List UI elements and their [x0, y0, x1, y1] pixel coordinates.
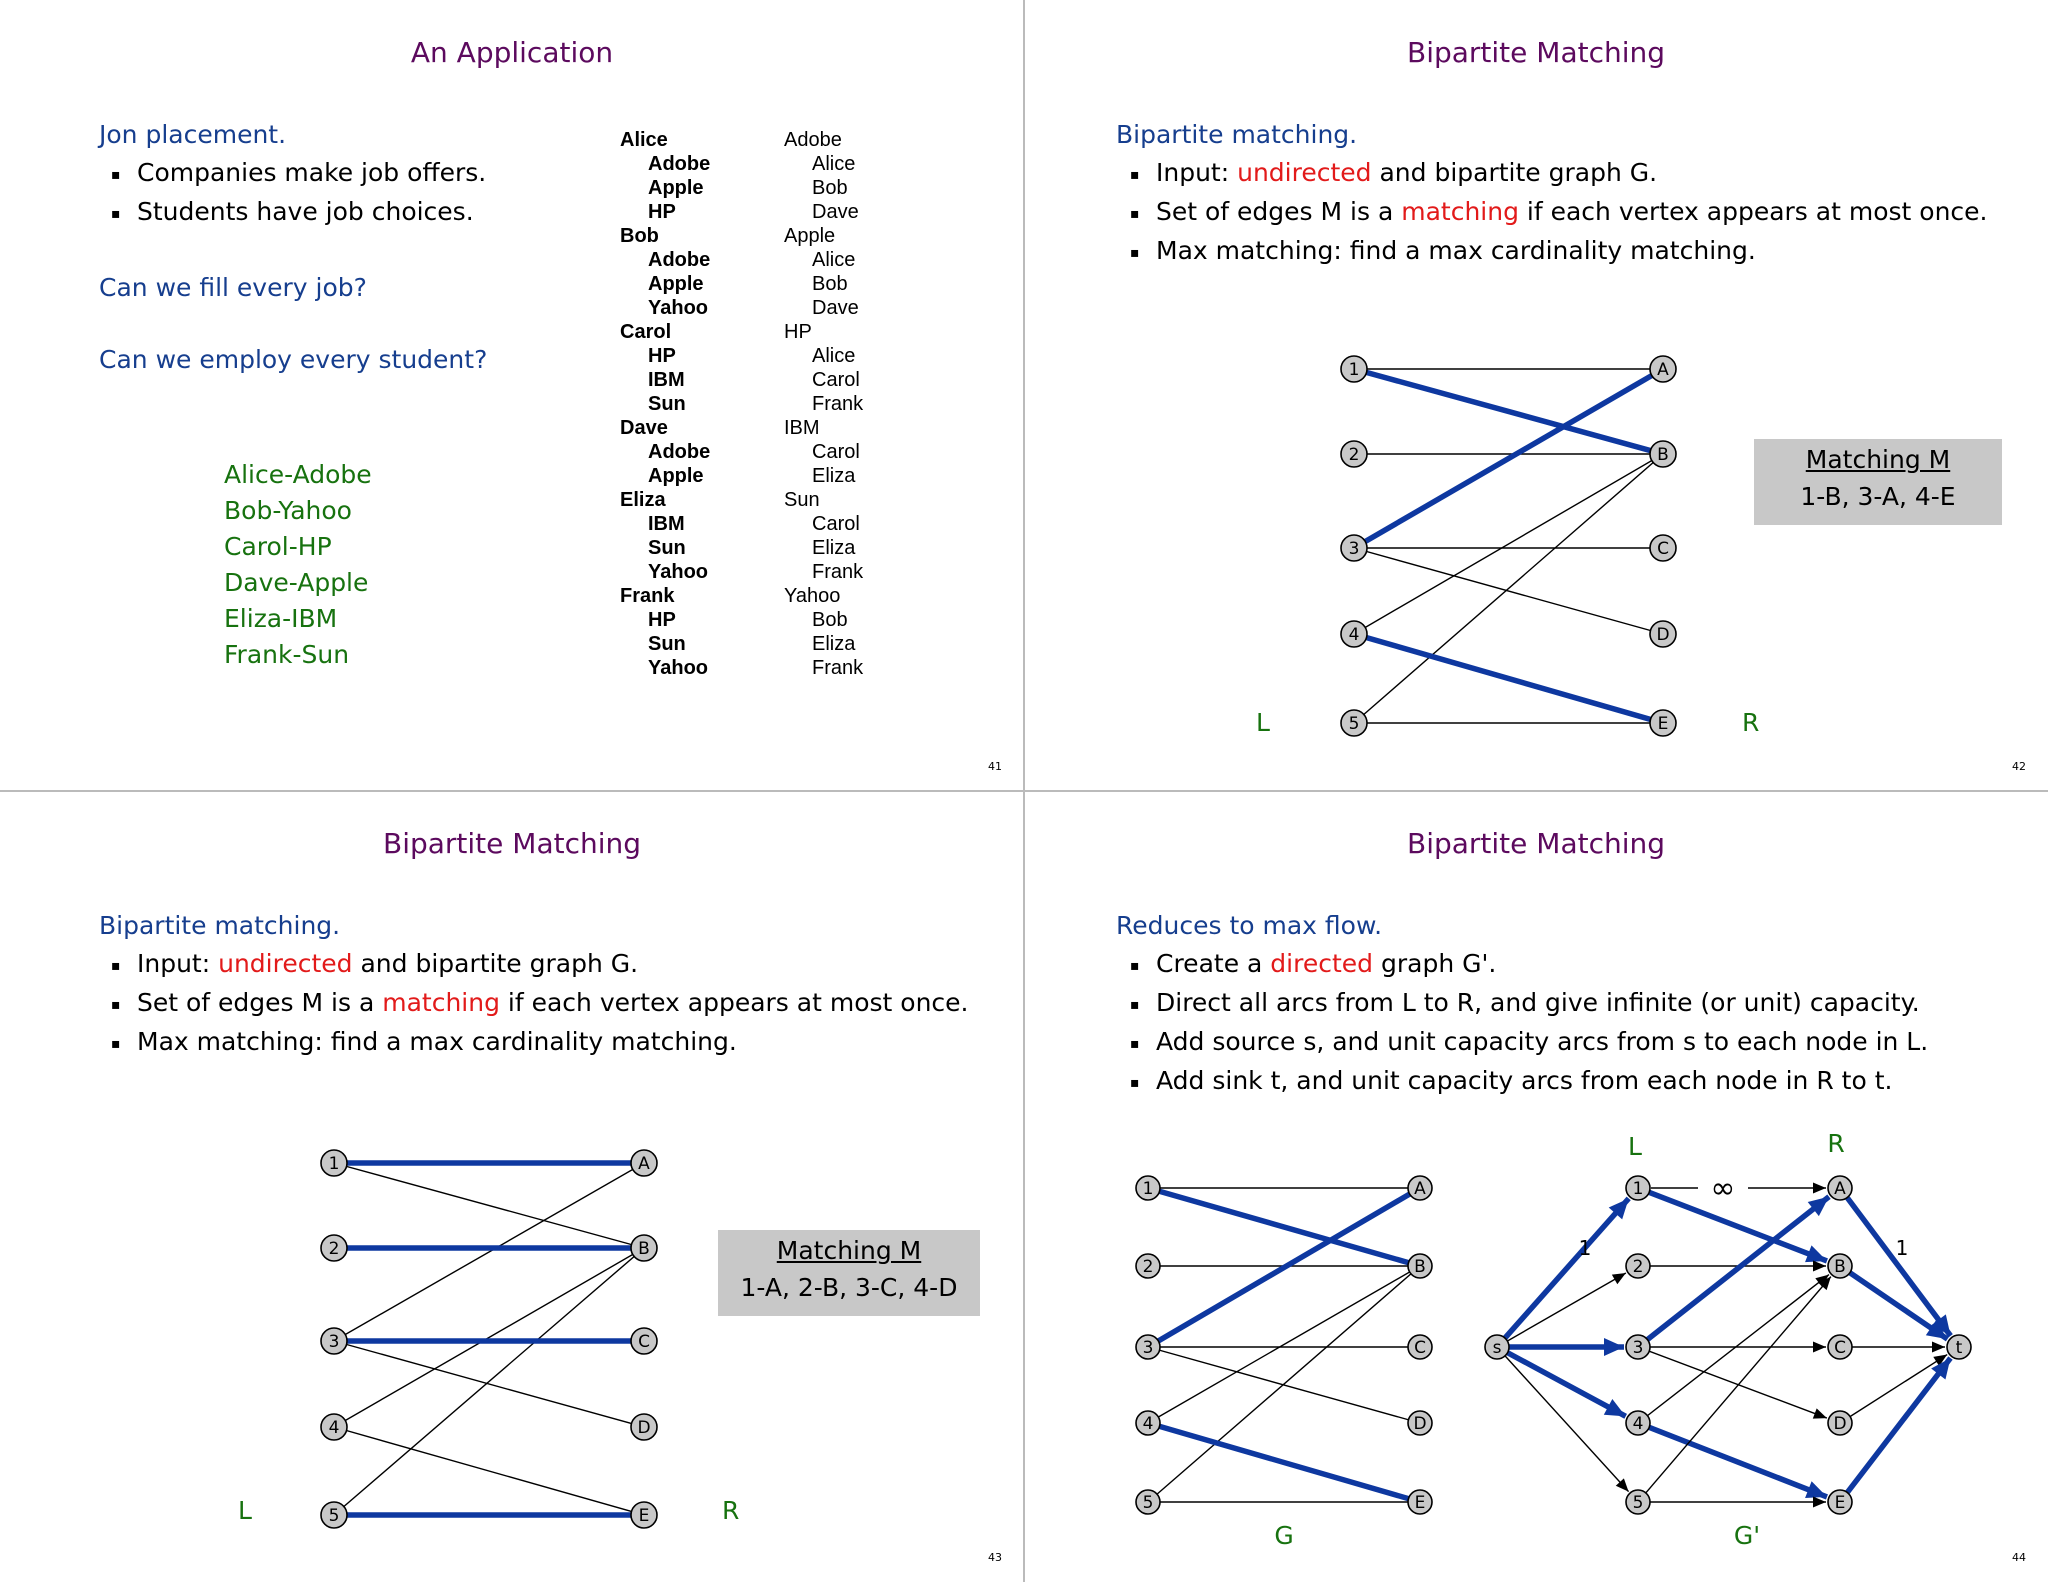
slide-43 [0, 791, 1024, 1582]
graph-node-label: C [1414, 1338, 1426, 1358]
company-entry: Alice [812, 153, 856, 175]
graph-edge [1148, 1266, 1420, 1502]
graph-node-label: 5 [1142, 1493, 1154, 1513]
match-item: Carol-HP [224, 532, 332, 561]
graph-edge [1354, 548, 1663, 634]
student-name: Bob [620, 225, 659, 247]
graph-node-label: 4 [1142, 1414, 1154, 1434]
student-entry: HP [648, 609, 676, 631]
graph-edge [334, 1248, 644, 1515]
student-name: Eliza [620, 489, 666, 511]
matching-edge [1148, 1423, 1420, 1502]
matching-edge [1354, 634, 1663, 723]
student-name: Dave [620, 417, 668, 439]
capacity-infinity-label: ∞ [1710, 1171, 1736, 1206]
company-entry: Frank [812, 657, 864, 679]
company-offers-list [784, 128, 863, 680]
graph-edge [1840, 1355, 1947, 1423]
graph-node-label: A [1657, 360, 1669, 380]
bullet-matching-def: ▪ Set of edges M is a matching if each vertex appears at most once. [1156, 197, 1987, 226]
company-entry: Frank [812, 561, 864, 583]
graph-edge [1148, 1266, 1420, 1423]
matching-box-title: Matching M [776, 1236, 922, 1265]
left-label: L [1628, 1132, 1642, 1161]
graph-node-label: E [638, 1506, 650, 1526]
graph-node-label: B [1834, 1257, 1846, 1277]
company-entry: Eliza [812, 537, 856, 559]
graph-edge [1638, 1277, 1831, 1502]
student-entry: Apple [648, 465, 704, 487]
bullet-create-directed: ▪ Create a directed graph G'. [1156, 949, 1496, 978]
match-item: Bob-Yahoo [224, 496, 352, 525]
student-choices-list [620, 128, 710, 680]
company-entry: Bob [812, 273, 848, 295]
bullet-direct-arcs: ▪ Direct all arcs from L to R, and give infinite (or unit) capacity. [1156, 988, 1920, 1017]
slide-42 [1024, 0, 2048, 791]
student-entry: IBM [648, 513, 685, 535]
matching-edge [1497, 1198, 1629, 1347]
graph-node-label: D [1833, 1414, 1847, 1434]
student-entry: Adobe [648, 249, 711, 271]
arrowhead [1805, 1245, 1827, 1262]
graph-node-label: A [638, 1154, 650, 1174]
graph-label-g: G [1274, 1521, 1294, 1550]
graph-node-label: 4 [1632, 1414, 1644, 1434]
arrowhead [1813, 1408, 1827, 1418]
graph-node-label: 1 [1142, 1179, 1154, 1199]
slide-title: Bipartite Matching [1406, 827, 1666, 860]
heading-job-placement: Jon placement. [99, 120, 287, 149]
left-label: L [1256, 708, 1270, 737]
student-name: Frank [620, 585, 675, 607]
bullet-matching-def: ▪ Set of edges M is a matching if each vertex appears at most once. [137, 988, 968, 1017]
student-entry: HP [648, 201, 676, 223]
bullet-add-source: ▪ Add source s, and unit capacity arcs from s to each node in L. [1156, 1027, 1928, 1056]
slide-44 [1024, 791, 2048, 1582]
student-name: Alice [620, 129, 668, 151]
graph-node-label: B [1414, 1257, 1426, 1277]
graph-node-label: 5 [1632, 1493, 1644, 1513]
graph-label-g-prime: G' [1733, 1521, 1761, 1550]
graph-edge [334, 1163, 644, 1248]
graph-node-label: 2 [1142, 1257, 1154, 1277]
company-name: Sun [784, 489, 820, 511]
arrowhead [1604, 1338, 1624, 1356]
company-entry: Carol [812, 369, 860, 391]
company-entry: Carol [812, 513, 860, 535]
capacity-label-left: 1 [1578, 1236, 1592, 1260]
company-name: Adobe [784, 129, 842, 151]
matching-box [1754, 439, 2002, 525]
graph-node-label: C [1657, 539, 1669, 559]
student-entry: HP [648, 345, 676, 367]
graph-node-label: s [1492, 1338, 1502, 1358]
page-number: 41 [988, 760, 1002, 773]
bullet-companies: ▪ Companies make job offers. [137, 158, 486, 187]
heading-bipartite-matching: Bipartite matching. [99, 911, 341, 940]
graph-node-label: B [638, 1239, 650, 1259]
right-label: R [1827, 1129, 1845, 1158]
student-entry: Adobe [648, 441, 711, 463]
matching-edge [1638, 1197, 1829, 1347]
heading-reduces-to-max-flow: Reduces to max flow. [1116, 911, 1383, 940]
arrowhead [1813, 1342, 1826, 1353]
graph-edge [334, 1341, 644, 1427]
matching-box-value: 1-B, 3-A, 4-E [1800, 482, 1956, 511]
matching-edge [1148, 1188, 1420, 1266]
page-number: 43 [988, 1551, 1002, 1564]
student-entry: Yahoo [648, 657, 709, 679]
bipartite-graph-42 [1024, 0, 2048, 791]
graph-node-label: D [1656, 625, 1670, 645]
graph-node-label: 3 [1348, 539, 1360, 559]
graph-node-label: 2 [328, 1239, 340, 1259]
match-item: Eliza-IBM [224, 604, 338, 633]
student-entry: Yahoo [648, 297, 709, 319]
graph-node-label: 3 [328, 1332, 340, 1352]
student-entry: Apple [648, 177, 704, 199]
arrowhead [1805, 1481, 1827, 1498]
matching-edge [1354, 369, 1663, 548]
graph-node-label: 5 [328, 1506, 340, 1526]
graph-node-label: 3 [1632, 1338, 1644, 1358]
student-entry: Yahoo [648, 561, 709, 583]
bullet-max-matching: ▪ Max matching: find a max cardinality matching. [1156, 236, 1756, 265]
graph-node-label: 1 [1348, 360, 1360, 380]
bullet-add-sink: ▪ Add sink t, and unit capacity arcs from each node in R to t. [1156, 1066, 1892, 1095]
match-item: Dave-Apple [224, 568, 369, 597]
matching-edge [1638, 1423, 1827, 1497]
graph-node-label: D [637, 1418, 651, 1438]
graph-node-label: t [1955, 1338, 1963, 1358]
company-entry: Bob [812, 177, 848, 199]
right-label: R [1742, 708, 1760, 737]
graph-edge [334, 1427, 644, 1515]
match-item: Frank-Sun [224, 640, 350, 669]
matching-edge [1840, 1358, 1950, 1502]
company-entry: Eliza [812, 465, 856, 487]
graph-node-label: 5 [1348, 714, 1360, 734]
arrowhead [1932, 1342, 1945, 1353]
graph-edge [1354, 454, 1663, 723]
graph-edge [1638, 1275, 1829, 1423]
arrowhead [1813, 1183, 1826, 1194]
graph-node-label: 4 [1348, 625, 1360, 645]
bullet-input: ▪ Input: undirected and bipartite graph G. [1156, 158, 1657, 187]
slide-title: Bipartite Matching [1406, 36, 1666, 69]
company-entry: Eliza [812, 633, 856, 655]
graph-edge [1638, 1347, 1827, 1418]
graph-node-label: E [1414, 1493, 1426, 1513]
graph-edge [334, 1248, 644, 1427]
company-entry: Carol [812, 441, 860, 463]
graph-node-label: 1 [328, 1154, 340, 1174]
match-item: Alice-Adobe [224, 460, 372, 489]
graph-node-label: 4 [328, 1418, 340, 1438]
capacity-label-right: 1 [1895, 1236, 1909, 1260]
company-entry: Frank [812, 393, 864, 415]
graph-node-label: C [638, 1332, 650, 1352]
left-label: L [238, 1496, 252, 1525]
question-employ-students: Can we employ every student? [99, 345, 488, 374]
heading-bipartite-matching: Bipartite matching. [1116, 120, 1358, 149]
graph-node-label: 3 [1142, 1338, 1154, 1358]
graph-edge [1148, 1347, 1420, 1423]
arrowhead [1612, 1273, 1626, 1284]
graph-edge [334, 1163, 644, 1341]
graph-node-label: B [1657, 445, 1669, 465]
student-entry: Apple [648, 273, 704, 295]
page-number: 42 [2012, 760, 2026, 773]
matching-box [718, 1230, 980, 1316]
graph-node-label: 2 [1632, 1257, 1644, 1277]
graph-node-label: E [1834, 1493, 1846, 1513]
matching-edge [1840, 1188, 1951, 1336]
bullet-max-matching: ▪ Max matching: find a max cardinality matching. [137, 1027, 737, 1056]
graph-node-label: A [1834, 1179, 1846, 1199]
question-fill-jobs: Can we fill every job? [99, 273, 367, 302]
graph-node-label: C [1834, 1338, 1846, 1358]
graph-node-label: D [1413, 1414, 1427, 1434]
bullet-students: ▪ Students have job choices. [137, 197, 474, 226]
matching-edge [1148, 1188, 1420, 1347]
company-name: Apple [784, 225, 836, 247]
student-entry: IBM [648, 369, 685, 391]
graph-node-label: 2 [1348, 445, 1360, 465]
company-name: HP [784, 321, 812, 343]
student-entry: Adobe [648, 153, 711, 175]
graph-edge [1497, 1347, 1629, 1492]
slide-41 [0, 0, 1024, 791]
graph-edge [1497, 1273, 1626, 1347]
company-entry: Bob [812, 609, 848, 631]
company-entry: Dave [812, 297, 859, 319]
matching-edge [1497, 1347, 1626, 1416]
student-entry: Sun [648, 537, 686, 559]
bullet-input: ▪ Input: undirected and bipartite graph G. [137, 949, 638, 978]
matching-box-title: Matching M [1805, 445, 1951, 474]
right-label: R [722, 1496, 740, 1525]
student-entry: Sun [648, 633, 686, 655]
student-name: Carol [620, 321, 672, 343]
graph-node-label: E [1657, 714, 1669, 734]
page-number: 44 [2012, 1551, 2026, 1564]
matching-box-value: 1-A, 2-B, 3-C, 4-D [740, 1273, 958, 1302]
graph-node-label: A [1414, 1179, 1426, 1199]
flow-network-graph [1024, 791, 2048, 1582]
company-entry: Alice [812, 249, 856, 271]
slide-title: Bipartite Matching [382, 827, 642, 860]
slide-title: An Application [410, 36, 614, 69]
graph-edge [1354, 454, 1663, 634]
matching-edge [1354, 369, 1663, 454]
student-entry: Sun [648, 393, 686, 415]
company-entry: Dave [812, 201, 859, 223]
graph-node-label: 1 [1632, 1179, 1644, 1199]
company-name: IBM [784, 417, 820, 439]
company-entry: Alice [812, 345, 856, 367]
bipartite-graph-43 [0, 791, 1024, 1582]
company-name: Yahoo [784, 585, 841, 607]
